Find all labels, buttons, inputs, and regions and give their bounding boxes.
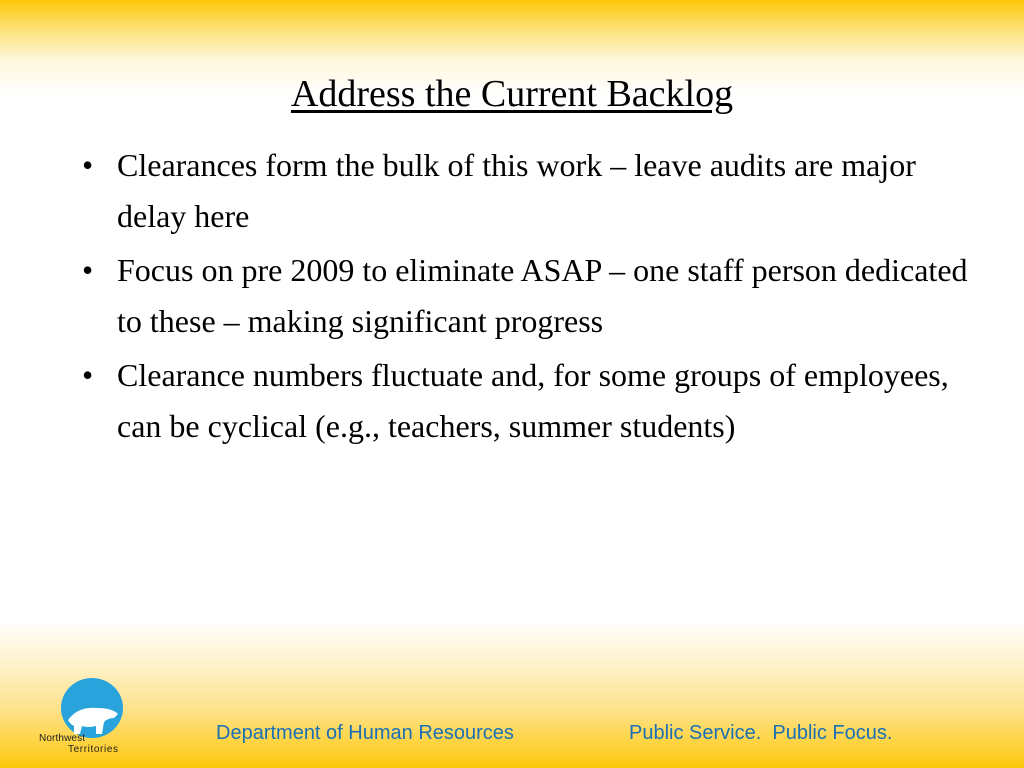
svg-text:Territories: Territories bbox=[68, 744, 118, 755]
nwt-polar-bear-logo-icon bbox=[38, 678, 128, 758]
bullet-item: • Clearance numbers fluctuate and, for some groups of employees, can be cyclical (e.g., teachers, summer students) bbox=[80, 350, 980, 452]
footer-slogan: Public Service. Public Focus. bbox=[629, 722, 893, 744]
slide-title: Address the Current Backlog bbox=[290, 73, 734, 115]
footer-department: Department of Human Resources bbox=[216, 722, 514, 744]
bullet-list bbox=[80, 140, 980, 455]
bullet-item: • Focus on pre 2009 to eliminate ASAP – one staff person dedicated to these – making significant progress bbox=[80, 245, 980, 347]
bullet-item: • Clearances form the bulk of this work – leave audits are major delay here bbox=[80, 140, 980, 242]
svg-text:Northwest: Northwest bbox=[39, 733, 85, 744]
